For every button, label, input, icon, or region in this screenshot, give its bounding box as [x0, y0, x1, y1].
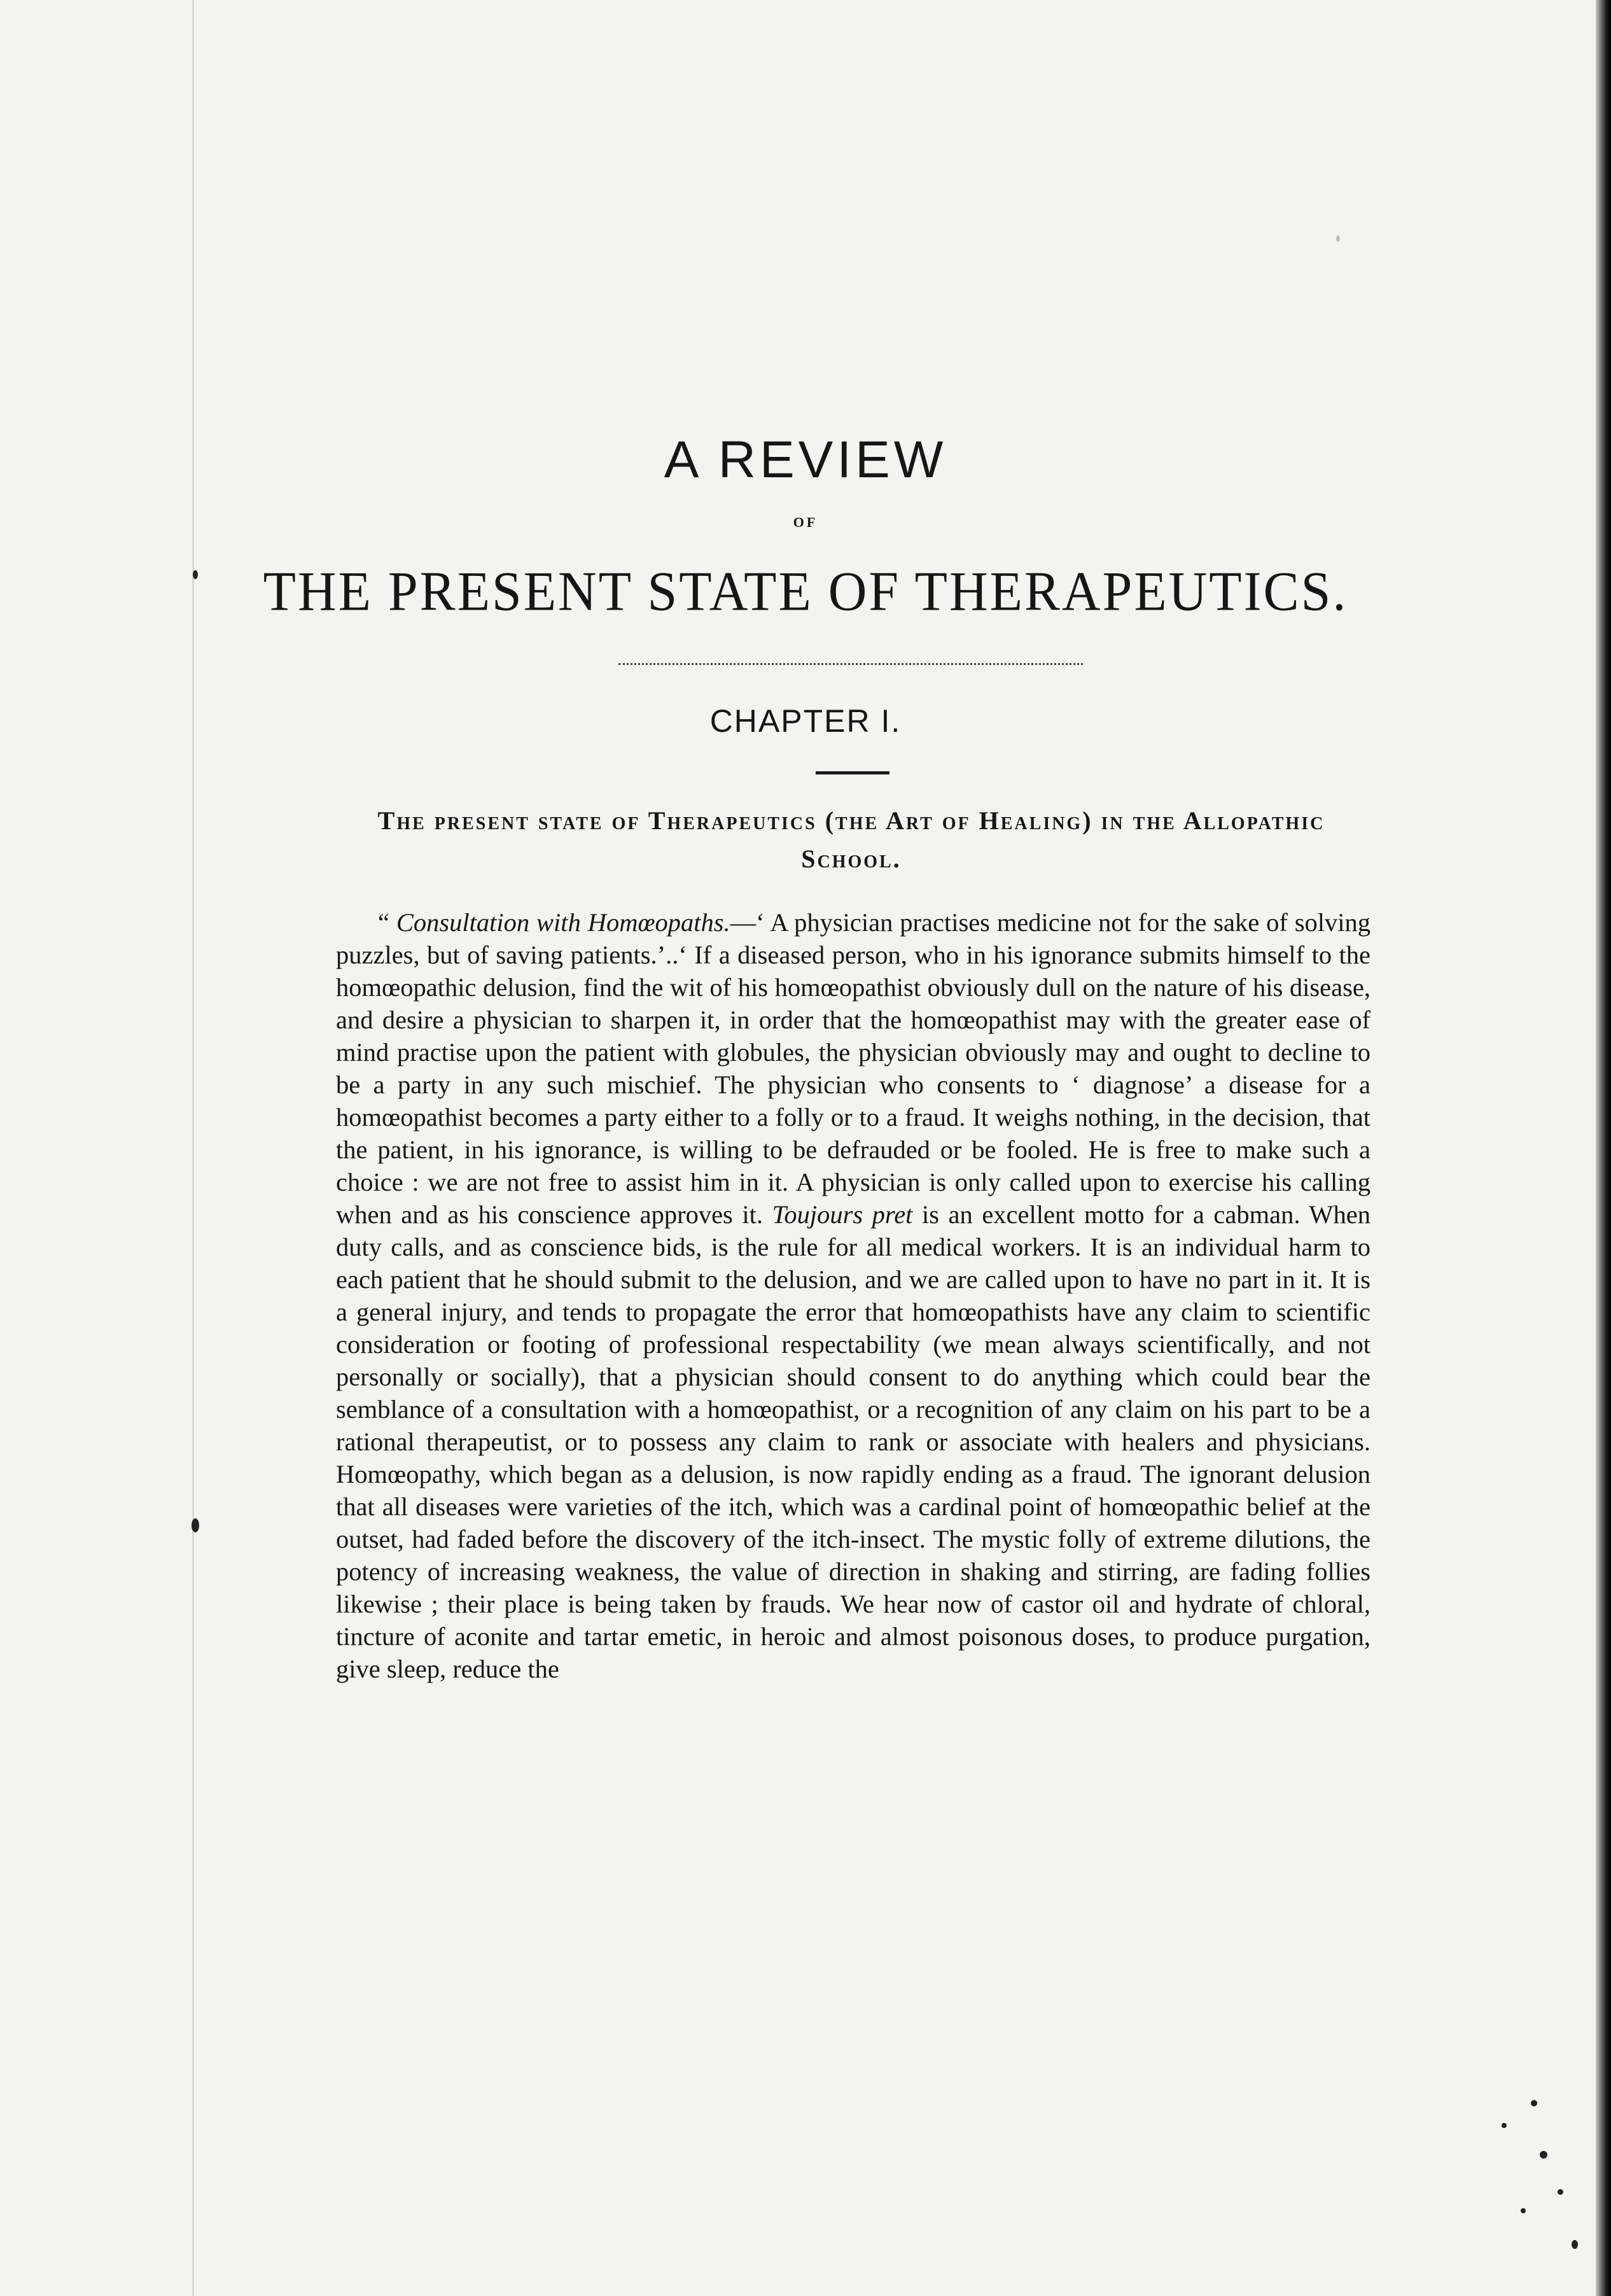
body-text-part2: is an excellent motto for a cabman. When duty calls, and as conscience bids, is the rule for all medical workers. It is an individual harm to each patient that he should submit to the delusion, and we are called upon to have no part in it. It is a general injury, and tends to propagate the error that homœopathists have any claim to scientific consideration or footing of professional respectability (we mean always scientifically, and not personally or socially), that a physician should consent to do anything which could bear the semblance of a consultation with a homœopathist, or a recognition of any claim on his part to be a rational therapeutist, or to possess any claim to rank or associate with healers and physicians. Homœopathy, which began as a delusion, is now rapidly ending as a fraud. The ignorant delusion that all diseases were varieties of the itch, which was a cardinal point of homœopathic belief at the outset, had faded before the discovery of the itch-insect. The mystic folly of extreme dilutions, the potency of increasing weakness, the value of direction in shaking and stirring, are fading follies likewise ; their place is being taken by frauds. We hear now of castor oil and hydrate of chloral, tincture of aconite and tartar emetic, in heroic and almost poisonous doses, to produce purgation, give sleep, reduce the [336, 1200, 1370, 1683]
chapter-heading: CHAPTER I. [709, 703, 902, 739]
scan-speck [1572, 2240, 1578, 2249]
body-paragraph [336, 906, 1370, 1685]
scan-speck [1558, 2189, 1563, 2195]
page-title: THE PRESENT STATE OF THERAPEUTICS. [263, 560, 1348, 623]
scan-speck [192, 1518, 199, 1532]
scan-speck [1531, 2100, 1537, 2106]
page-edge-shadow [1596, 0, 1611, 2296]
page-gutter-line [192, 0, 194, 2296]
scan-speck [1521, 2208, 1526, 2213]
open-quote: “ [378, 908, 396, 937]
dotted-divider [618, 663, 1083, 665]
scan-speck [1502, 2123, 1507, 2128]
heading-of: OF [793, 514, 818, 530]
section-title: The present state of Therapeutics (the Art of Healing) in the Allopathic School. [377, 806, 1325, 873]
scan-speck [1336, 235, 1340, 242]
body-text-part1: —‘ A physician practises medicine not for the sake of solving puzzles, but of saving patients.’..‘ If a diseased person, who in his ignorance submits himself to the homœopathic delusion, find the wit of his homœopathist obviously dull on the nature of his disease, and desire a physician to sharpen it, in order that the homœopathist may with the greater ease of mind practise upon the patient with globules, the physician obviously may and ought to decline to be a party in any such mischief. The physician who consents to ‘ diagnose’ a disease for a homœopathist becomes a party either to a folly or to a fraud. It weighs nothing, in the decision, that the patient, in his ignorance, is willing to be defrauded or be fooled. He is free to make such a choice : we are not free to assist him in it. A physician is only called upon to exercise his calling when and as his conscience approves it. [336, 908, 1371, 1229]
italic-lead: Consultation with Homœopaths. [396, 908, 730, 937]
italic-motto: Toujours pret [772, 1200, 913, 1229]
heading-line1: A REVIEW [664, 431, 947, 489]
scan-speck [1540, 2151, 1547, 2159]
short-divider [816, 771, 889, 774]
